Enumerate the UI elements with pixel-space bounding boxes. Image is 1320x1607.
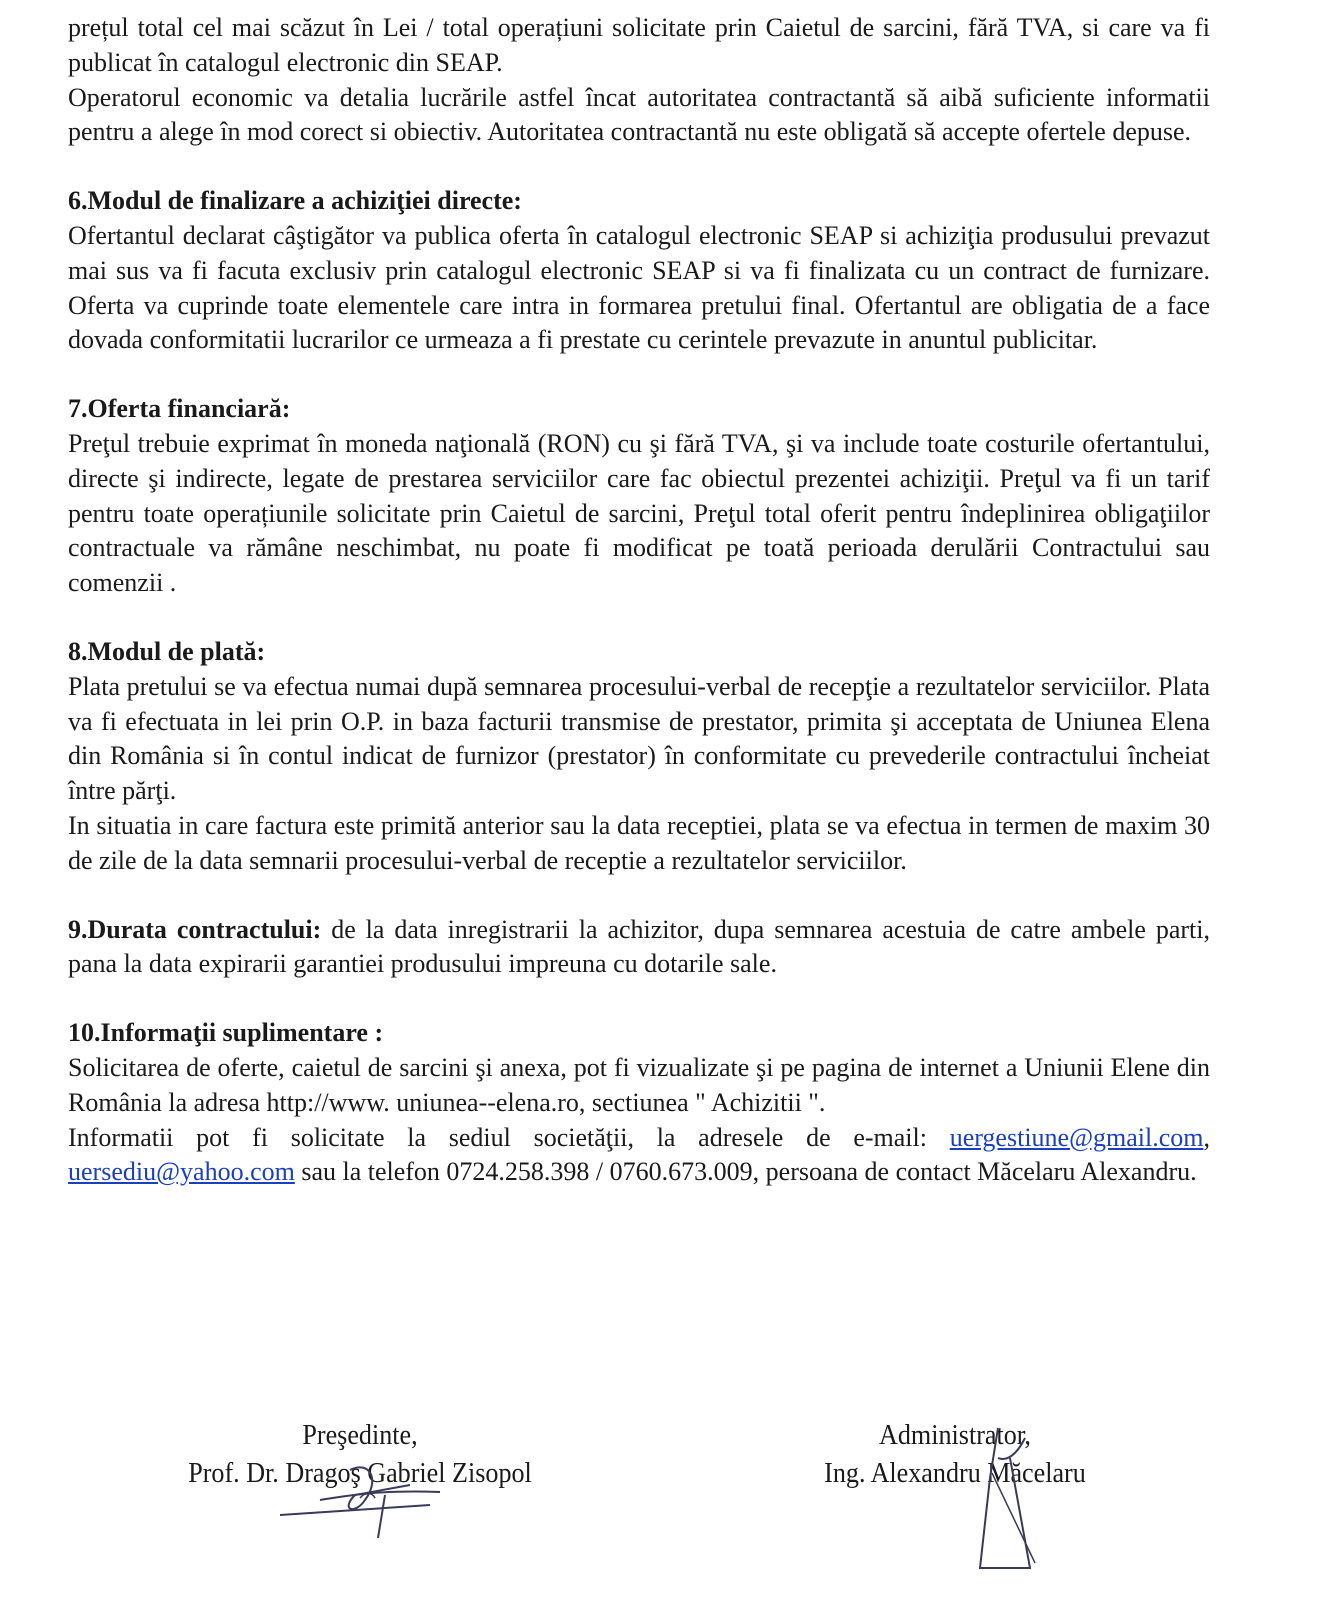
section-10-heading: 10.Informaţii suplimentare : <box>68 1018 384 1048</box>
administrator-role: Administrator, <box>879 1419 1031 1451</box>
president-name: Prof. Dr. Dragoş Gabriel Zisopol <box>188 1457 532 1489</box>
section-7 <box>68 392 1210 601</box>
email-link-gestiune[interactable]: uergestiune@gmail.com <box>949 1122 1204 1152</box>
intro-paragraph-1: prețul total cel mai scăzut în Lei / total operațiuni solicitate prin Caietul de sarcini, fără TVA, si care va fi publicat în catalogul electronic din SEAP. <box>68 13 1210 77</box>
section-7-body: Preţul trebuie exprimat în moneda naţională (RON) cu şi fără TVA, şi va include toate costurile ofertantului, directe şi indirecte, legate de prestarea serviciilor care fac obiectul prezentei achiziţii. Preţul va fi un tarif pentru toate operațiunile solicitate prin Caietul de sarcini, Preţul total oferit pentru îndeplinirea obligaţiilor contractuale va rămâne neschimbat, nu poate fi modificat pe toată perioada derulării Contractului sau comenzii . <box>68 428 1210 598</box>
document-page <box>68 0 1210 1190</box>
contact-text-start: Informatii pot fi solicitate la sediul societăţii, la adresele de e-mail: <box>68 1122 950 1152</box>
comma: , <box>1203 1122 1210 1152</box>
section-7-heading: 7.Oferta financiară: <box>68 394 291 424</box>
section-6 <box>68 184 1210 358</box>
intro-block <box>68 0 1210 150</box>
signature-block-administrator <box>807 1416 1104 1492</box>
section-6-body: Ofertantul declarat câştigător va publica oferta în catalogul electronic SEAP si achiziţia produsului prevazut mai sus va fi facuta exclusiv prin catalogul electronic SEAP si va fi finalizata cu un contract de furnizare. Oferta va cuprinde toate elementele care intra in formarea pretului final. Ofertantul are obligatia de a face dovada conformitatii lucrarilor ce urmeaza a fi prestate cu cerintele prevazute in anuntul publicitar. <box>68 220 1210 355</box>
president-role: Preşedinte, <box>302 1419 418 1451</box>
section-8-heading: 8.Modul de plată: <box>68 636 266 666</box>
section-8 <box>68 635 1210 879</box>
section-8-body-2: In situatia in care factura este primită anterior sau la data receptiei, plata se va efectua in termen de maxim 30 de zile de la data semnarii procesului-verbal de receptie a rezultatelor serviciilor. <box>68 810 1210 875</box>
section-10-body-1: Solicitarea de oferte, caietul de sarcini şi anexa, pot fi vizualizate şi pe pagina de internet a Uniunii Elene din România la adresa http://www. uniunea--elena.ro, sectiunea " Achizitii ". <box>68 1052 1210 1117</box>
section-9 <box>68 913 1210 983</box>
section-6-heading: 6.Modul de finalizare a achiziţiei directe: <box>68 186 522 216</box>
signature-block-president <box>171 1416 549 1492</box>
section-10 <box>68 1016 1210 1190</box>
contact-text-end: sau la telefon 0724.258.398 / 0760.673.009, persoana de contact Măcelaru Alexandru. <box>294 1157 1197 1187</box>
section-10-body-2 <box>68 1121 1210 1191</box>
administrator-name: Ing. Alexandru Măcelaru <box>824 1457 1086 1489</box>
section-9-heading: 9.Durata contractului: <box>68 914 322 944</box>
email-link-sediu[interactable]: uersediu@yahoo.com <box>68 1157 295 1187</box>
section-9-body: de la data inregistrarii la achizitor, dupa semnarea acestuia de catre ambele parti, pana la data expirarii garantiei produsului impreuna cu dotarile sale. <box>68 914 1210 979</box>
section-9-paragraph <box>68 913 1210 983</box>
section-8-body-1: Plata pretului se va efectua numai după semnarea procesului-verbal de recepţie a rezultatelor serviciilor. Plata va fi efectuata in lei prin O.P. in baza facturii transmise de prestator, primita şi acceptata de Uniunea Elena din România si în contul indicat de furnizor (prestator) în conformitate cu prevederile contractului încheiat între părţi. <box>68 671 1210 806</box>
intro-paragraph-2: Operatorul economic va detalia lucrările astfel încat autoritatea contractantă să aibă suficiente informatii pentru a alege în mod corect si obiectiv. Autoritatea contractantă nu este obligată să accepte ofertele depuse. <box>68 82 1210 147</box>
